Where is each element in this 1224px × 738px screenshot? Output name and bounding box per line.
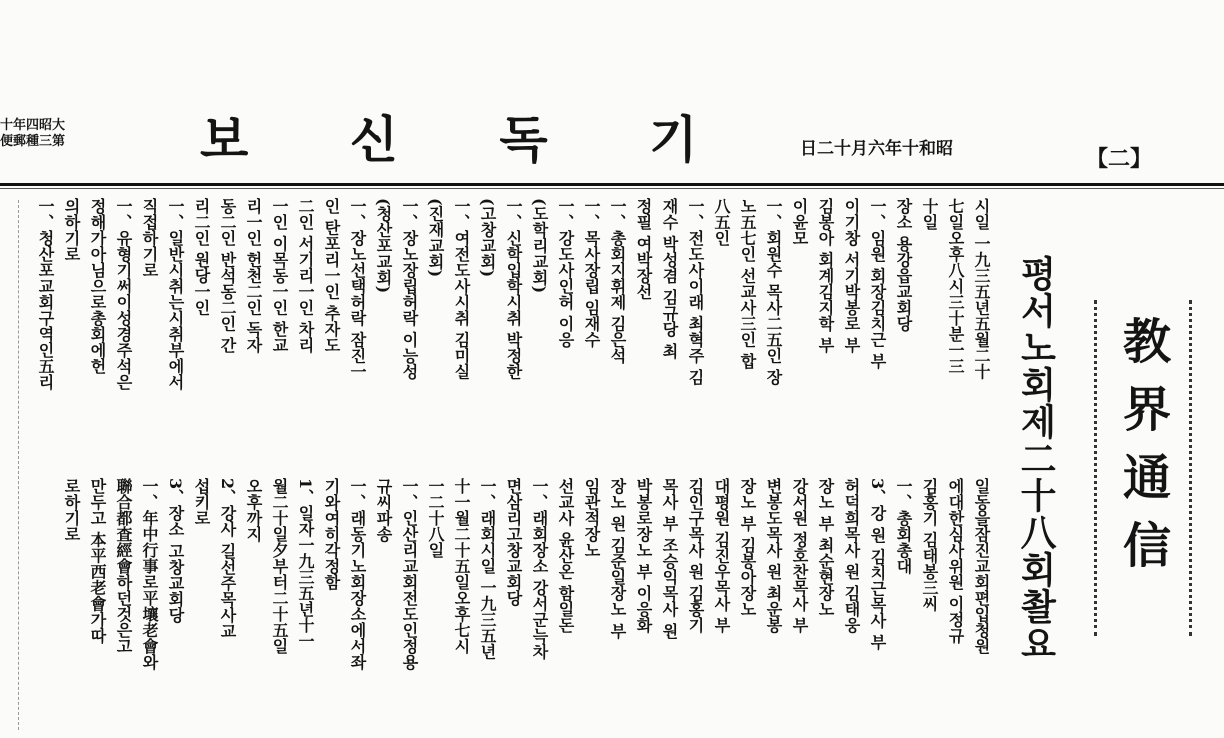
left-column-edge <box>0 200 19 730</box>
lower-text-line: 만두고 本平西老會가따 <box>88 478 107 644</box>
upper-text-line: 一、청산포교회구역인五리 <box>36 198 55 390</box>
page-marker: 【二】 <box>1086 147 1153 172</box>
upper-text-line: 一、신학입학시취 박정한 <box>504 198 523 380</box>
issue-date: 日二十月六年十和昭 <box>800 139 953 159</box>
issue-info-line2: 便郵種三第 <box>0 134 66 149</box>
lower-text-line: 一二十八일 <box>426 478 445 558</box>
lower-text-line: 3、강 원 김치근목사 부 <box>868 478 887 650</box>
upper-text-line: 이기창 서기박봉로 부 <box>842 198 861 354</box>
upper-text-line: 정필 여박장선 <box>634 198 653 300</box>
lower-text-line: 聯合都査經會하던것은고 <box>114 478 133 654</box>
article-body-upper <box>30 198 992 473</box>
lower-text-line: 1、일자一九三五년十一 <box>296 478 315 650</box>
upper-text-line: 인 탄포리一인 추자도 <box>322 198 341 354</box>
issue-info <box>0 118 65 150</box>
upper-text-line: 동二인 반석동二인 간 <box>218 198 237 354</box>
lower-text-line: 오후까지 <box>244 478 263 542</box>
upper-text-line: 一、장노선택허락 잠진一 <box>348 198 367 380</box>
lower-text-line: 로하기로 <box>62 478 81 542</box>
upper-text-line: 一、총회지휘제 김은석 <box>608 198 627 364</box>
lower-text-line: 一、年中行事로平壤老會와 <box>140 478 159 670</box>
lower-text-line: 장노 부 최순현장노 <box>816 478 835 618</box>
lower-text-line: 김인구목사 원 김홍기 <box>686 478 705 634</box>
upper-text-line: 八五인 <box>712 198 731 246</box>
upper-text-line: 七일오후八시三十분一三 <box>946 198 965 374</box>
lower-text-line: 一、래회시일 一九三五년 <box>478 478 497 660</box>
lower-text-line: 장노 원 김준일장노 부 <box>608 478 627 639</box>
header-rule-thin <box>0 188 1224 189</box>
upper-text-line: 리二인 원당一인 <box>192 198 211 316</box>
upper-text-line: 一、장노장립허락 이능성 <box>400 198 419 380</box>
lower-text-line: 박봉로장노 부 이응화 <box>634 478 653 634</box>
lower-text-line: 에대한심사위원 이정규 <box>946 478 965 644</box>
lower-text-line: 一、총회총대 <box>894 478 913 574</box>
lower-text-line: 섭키로 <box>192 478 211 526</box>
article-headline: 평서노회제二十八회촬요 <box>1015 255 1056 662</box>
lower-text-line: 一、인산리교회전도인정용 <box>400 478 419 670</box>
masthead-title: 보 신 독 기 <box>200 111 740 169</box>
upper-text-line: 一、강도사인허 이응 <box>556 198 575 348</box>
upper-text-line: 이윤모 <box>790 198 809 246</box>
upper-text-line: 一、여전도사시취 김미실 <box>452 198 471 380</box>
upper-text-line: 一인 이목동一인 한교 <box>270 198 289 354</box>
lower-text-line: 허덕희목사 원 김태웅 <box>842 478 861 634</box>
lower-text-line: 대평원 김진우목사 부 <box>712 478 731 634</box>
lower-text-line: 十一월二十五일오후七시 <box>452 478 471 654</box>
upper-text-line: 一、유형기써이성경주석은 <box>114 198 133 390</box>
lower-text-line: 一、래회장소 강서군늑차 <box>530 478 549 660</box>
upper-text-line: 一、회원수 목사二五인 장 <box>764 198 783 386</box>
upper-text-line: (도학리교회) <box>530 198 549 294</box>
lower-text-line: 일동을잠진교회편입청원 <box>972 478 991 654</box>
lower-text-line: 월二十일夕부터二十五일 <box>270 478 289 654</box>
upper-text-line: 一、일반시취는시취부에서 <box>166 198 185 390</box>
header-rule <box>0 183 1224 186</box>
lower-text-line: 2、강사 길선주목사교 <box>218 478 237 639</box>
lower-text-line: 선교사 윤산온 함일돈 <box>556 478 575 634</box>
upper-text-line: 一、전도사이래 최혁주 김 <box>686 198 705 386</box>
lower-text-line: 변봉도목사 원 최운봉 <box>764 478 783 634</box>
upper-text-line: 김봉아 회계김지학 부 <box>816 198 835 354</box>
upper-text-line: 시일 一九三五년五월二十 <box>972 198 991 380</box>
lower-text-line: 김홍기 김태봉三씨 <box>920 478 939 612</box>
lower-text-line: 임관적장노 <box>582 478 601 558</box>
upper-text-line: 정해가아님으로총회에헌 <box>88 198 107 374</box>
article-body-lower <box>56 478 992 733</box>
lower-text-line: 기와여히각정함 <box>322 478 341 590</box>
lower-text-line: 규씨파송 <box>374 478 393 542</box>
lower-text-line: 강서원 정호찬목사 부 <box>790 478 809 634</box>
upper-text-line: 一、목사장립 임재수 <box>582 198 601 348</box>
upper-text-line: 리一인 헌천二인 독자 <box>244 198 263 354</box>
upper-text-line: 十일 <box>920 198 939 230</box>
issue-info-line1: 十年四昭大 <box>0 118 66 133</box>
lower-text-line: 3、장소 고창교회당 <box>166 478 185 623</box>
upper-text-line: 一、임원 회장김치근 부 <box>868 198 887 370</box>
upper-text-line: 二인 서기리一인 차리 <box>296 198 315 354</box>
lower-text-line: 면삼리고창교회당 <box>504 478 523 606</box>
upper-text-line: 직접하기로 <box>140 198 159 278</box>
upper-text-line: 노五七인 선교사三인 합 <box>738 198 757 370</box>
upper-text-line: (고창교회) <box>478 198 497 278</box>
upper-text-line: 의하기로 <box>62 198 81 262</box>
upper-text-line: 재수 박성겸 김규당 최 <box>660 198 679 359</box>
section-title-box <box>1094 300 1192 636</box>
section-title: 教界通信 <box>1114 316 1171 588</box>
upper-text-line: (청산포교회) <box>374 198 393 294</box>
upper-text-line: (진재교회) <box>426 198 445 278</box>
lower-text-line: 목사 부 조승익목사 원 <box>660 478 679 639</box>
lower-text-line: 장노 부 김봉아장노 <box>738 478 757 618</box>
lower-text-line: 一、래동기노회장소에서좌 <box>348 478 367 670</box>
upper-text-line: 장소 용강읍교회당 <box>894 198 913 332</box>
